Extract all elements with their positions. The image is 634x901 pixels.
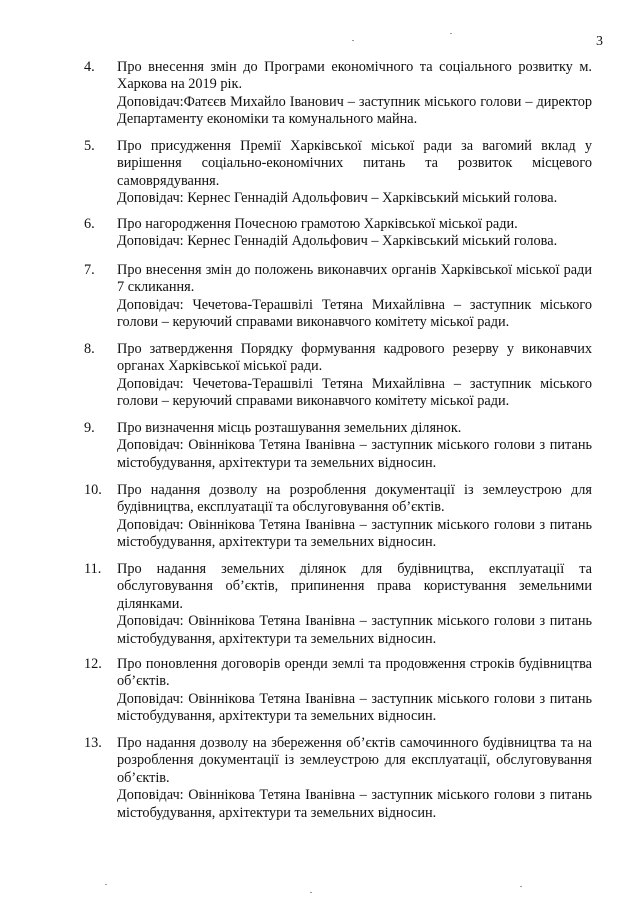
agenda-item: [84, 262, 592, 332]
item-number: 13.: [84, 735, 102, 751]
scan-speck: [310, 892, 312, 893]
item-speaker: Доповідач: Овіннікова Тетяна Іванівна – заступник міського голови з питань містобудування, архітектури та земельних відносин.: [117, 787, 592, 821]
item-speaker: Доповідач: Кернес Геннадій Адольфович – Харківський міський голова.: [117, 190, 558, 207]
agenda-item: [84, 59, 592, 129]
agenda-item: [84, 138, 592, 208]
item-number: 8.: [84, 341, 95, 357]
item-speaker: Доповідач: Овіннікова Тетяна Іванівна – заступник міського голови з питань містобудування, архітектури та земельних відносин.: [117, 690, 592, 725]
scan-speck: [105, 884, 107, 885]
item-title: Про надання дозволу на збереження об’єктів самочинного будівництва та на розроблення документації із землеустрою для експлуатації, обслуговування об’єктів.: [117, 735, 592, 786]
item-speaker: Доповідач: Овіннікова Тетяна Іванівна – заступник міського голови з питань містобудування, архітектури та земельних відносин.: [117, 613, 592, 647]
page-number: 3: [596, 34, 603, 49]
item-number: 11.: [84, 561, 102, 577]
item-number: 7.: [84, 262, 95, 278]
agenda-item: [84, 420, 592, 472]
item-number: 10.: [84, 482, 102, 498]
item-speaker: Доповідач: Овіннікова Тетяна Іванівна – заступник міського голови з питань містобудування, архітектури та земельних відносин.: [117, 437, 592, 471]
agenda-item: [84, 341, 592, 411]
item-number: 4.: [84, 59, 95, 75]
item-title: Про затвердження Порядку формування кадрового резерву у виконавчих органах Харківської міської ради.: [117, 341, 592, 375]
item-number: 9.: [84, 420, 95, 436]
item-speaker: Доповідач: Кернес Геннадій Адольфович – Харківський міський голова.: [117, 233, 558, 250]
scan-speck: [520, 886, 522, 887]
item-title: Про внесення змін до положень виконавчих органів Харківської міської ради 7 скликання.: [117, 262, 592, 296]
item-speaker: Доповідач: Чечетова-Терашвілі Тетяна Михайлівна – заступник міського голови – керуючий справами виконавчого комітету міської ради.: [117, 296, 592, 331]
scan-speck: [450, 33, 452, 34]
item-speaker: Доповідач: Овіннікова Тетяна Іванівна – заступник міського голови з питань містобудування, архітектури та земельних відносин.: [117, 516, 592, 551]
scan-speck: [352, 40, 354, 41]
item-number: 6.: [84, 216, 95, 232]
item-number: 12.: [84, 656, 102, 672]
agenda-item: [84, 561, 592, 648]
agenda-item: [84, 216, 592, 251]
item-title: Про надання дозволу на розроблення документації із землеустрою для будівництва, експлуатації та обслуговування об’єктів.: [117, 482, 592, 516]
item-speaker: Доповідач:Фатєєв Михайло Іванович – заступник міського голови – директор Департаменту економіки та комунального майна.: [117, 93, 592, 128]
item-speaker: Доповідач: Чечетова-Терашвілі Тетяна Михайлівна – заступник міського голови – керуючий справами виконавчого комітету міської ради.: [117, 375, 592, 410]
item-title: Про поновлення договорів оренди землі та продовження строків будівництва об’єктів.: [117, 656, 592, 690]
agenda-item: [84, 656, 592, 726]
agenda-item: [84, 735, 592, 822]
item-title: Про нагородження Почесною грамотою Харківської міської ради.: [117, 216, 518, 232]
item-title: Про визначення місць розташування земельних ділянок.: [117, 420, 462, 436]
item-title: Про надання земельних ділянок для будівництва, експлуатації та обслуговування об’єктів, припинення права користування земельними ділянками.: [117, 561, 592, 612]
item-title: Про присудження Премії Харківської міської ради за вагомий вклад у вирішення соціально-економічних питань та розвиток місцевого самоврядування.: [117, 138, 592, 189]
item-number: 5.: [84, 138, 95, 154]
agenda-item: [84, 482, 592, 552]
item-title: Про внесення змін до Програми економічного та соціального розвитку м. Харкова на 2019 рік.: [117, 59, 592, 93]
